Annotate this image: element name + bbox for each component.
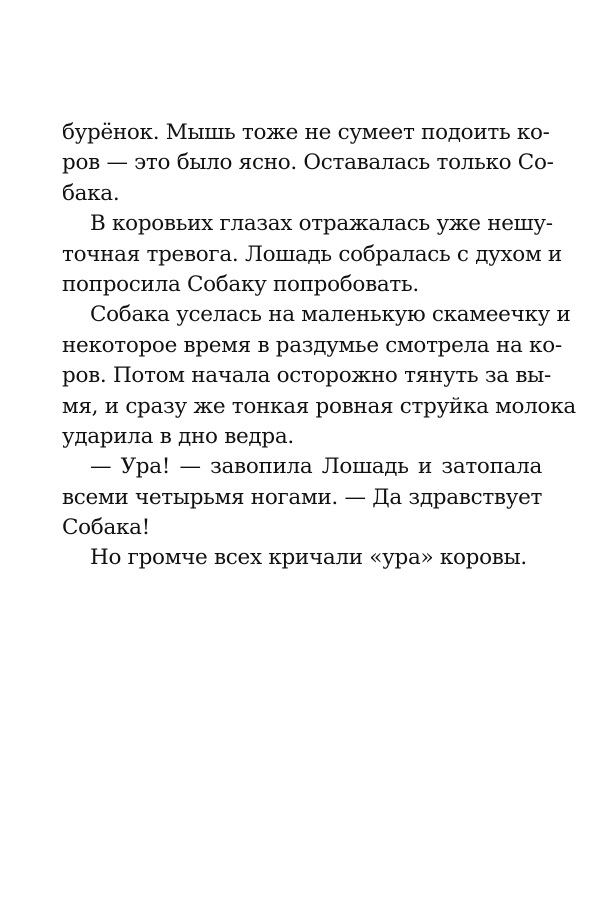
paragraph-2-line-1: В коровьих глазах отражалась уже нешу-	[90, 211, 553, 237]
paragraph-3-line-4: мя, и сразу же тонкая ровная струйка молока	[62, 393, 576, 419]
paragraph-2-line-2: точная тревога. Лошадь собралась с духом и	[62, 241, 562, 267]
paragraph-5-line-1: Но громче всех кричали «ура» коровы.	[90, 545, 527, 571]
paragraph-4-line-3: Собака!	[62, 515, 150, 541]
paragraph-3-line-1: Собака уселась на маленькую скамеечку и	[90, 302, 571, 328]
paragraph-4-line-1: — Ура! — завопила Лошадь и затопала	[90, 454, 542, 480]
paragraph-3-line-3: ров. Потом начала осторожно тянуть за вы-	[62, 363, 551, 389]
paragraph-2-line-3: попросила Собаку попробовать.	[62, 271, 419, 297]
paragraph-3-line-2: некоторое время в раздумье смотрела на ко-	[62, 332, 562, 358]
paragraph-1-line-2: ров — это было ясно. Оставалась только Со-	[62, 150, 554, 176]
paragraph-1-line-3: бака.	[62, 180, 120, 206]
paragraph-4-line-2: всеми четырьмя ногами. — Да здравствует	[62, 484, 543, 510]
paragraph-3-line-5: ударила в дно ведра.	[62, 423, 294, 449]
paragraph-1-line-1: бурёнок. Мышь тоже не сумеет подоить ко-	[62, 120, 550, 145]
story-text	[62, 118, 576, 574]
